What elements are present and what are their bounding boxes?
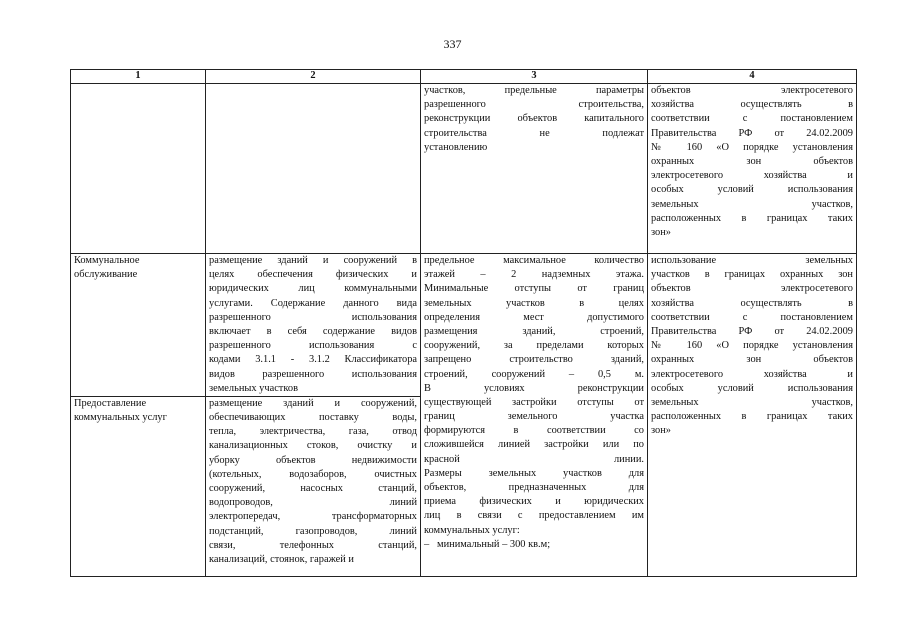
text-line: сложившейся линией застройки или по [424,439,644,451]
text-line: № 160 «О порядке установления [651,340,853,352]
text-line: обеспечивающих поставку воды, [209,412,417,424]
text-line: электросетевого хозяйства и [651,170,853,182]
text-line: (котельных, водозаборов, очистных [209,468,417,480]
text-line: использование земельных [651,255,853,266]
text-line: разрешенного строительства, [424,99,644,111]
dash-bullet: – [424,538,437,550]
text-line: № 160 «О порядке установления [651,141,853,153]
text-line: связи, телефонных станций, [209,539,417,551]
text-line: включает в себя содержание видов [209,325,417,337]
text-line: существующей застройки отступы от [424,396,644,408]
text-line: зон» [651,226,671,238]
text-line: размещения зданий, строений, [424,325,644,337]
text-line: кодами 3.1.1 - 3.1.2 Классификатора [209,354,417,366]
text-line: услугами. Содержание данного вида [209,297,417,309]
table-row [71,84,857,254]
text-line: строений, сооружений – 0,5 м. [424,368,644,380]
text-line: формируются в соответствии со [424,425,644,437]
text-line: видов разрешенного использования [209,368,417,380]
text-line: земельных участков, [651,198,853,210]
text-line: водопроводов, линий [209,497,417,509]
cell-use-description [206,84,421,254]
text-line: Предоставление [74,397,147,409]
cell-restrictions [648,84,857,254]
text-line: земельных участков [209,382,298,394]
text-line: коммунальных услуг: [424,524,520,536]
list-item-text: минимальный – 300 кв.м; [437,538,551,550]
text-line: этажей – 2 надземных этажа. [424,269,644,281]
text-line: установлению [424,141,488,153]
text-line: тепла, электричества, газа, отвод [209,426,417,438]
text-line: расположенных в границах таких [651,212,853,224]
text-line: объектов электросетевого [651,85,853,96]
cell-use-name [71,254,206,397]
cell-use-name [71,396,206,576]
text-line: Минимальные отступы от границ [424,283,644,295]
page-number: 337 [443,37,462,51]
list-item [424,538,644,552]
regulation-table [70,69,857,577]
cell-parameters [421,84,648,254]
text-line: канализаций, стоянок, гаражей и [209,553,354,565]
text-line: объектов электросетевого [651,283,853,295]
text-line: границ земельного участка [424,411,644,423]
text-line: охранных зон объектов [651,354,853,366]
text-line: подстанций, газопроводов, линий [209,525,417,537]
text-line: разрешенного использования с [209,340,417,352]
table-header-row [71,70,857,84]
text-line: целях обеспечения физических и [209,269,417,281]
text-line: сооружений, за пределами которых [424,340,644,352]
text-line: канализационных стоков, очистку и [209,440,417,452]
text-line: особых условий использования [651,184,853,196]
text-line: коммунальных услуг [74,412,167,424]
text-line: зон» [651,425,671,437]
text-line: земельных участков в целях [424,297,644,309]
text-line: приема физических и юридических [424,496,644,508]
text-line: хозяйства осуществлять в [651,297,853,309]
text-line: размещение зданий и сооружений, [209,397,417,409]
text-line: определения мест допустимого [424,311,644,323]
text-line: соответствии с постановлением [651,311,853,323]
cell-use-name [71,84,206,254]
column-header-4: 4 [648,70,857,84]
cell-use-description [206,396,421,576]
text-line: Коммунальное [74,255,140,266]
text-line: Правительства РФ от 24.02.2009 [651,325,853,337]
table-row [71,254,857,397]
column-header-2: 2 [206,70,421,84]
text-line: юридических лиц коммунальными [209,283,417,295]
text-line: участков, предельные параметры [424,85,644,96]
cell-restrictions [648,254,857,577]
cell-use-description [206,254,421,397]
text-line: сооружений, насосных станций, [209,483,417,494]
text-line: уборку объектов недвижимости [209,454,417,466]
text-line: обслуживание [74,269,138,281]
text-line: электросетевого хозяйства и [651,368,853,380]
text-line: запрещено строительство зданий, [424,354,644,366]
text-line: особых условий использования [651,382,853,394]
text-line: электропередач, трансформаторных [209,511,417,523]
text-line: В условиях реконструкции [424,382,644,394]
text-line: соответствии с постановлением [651,113,853,125]
text-line: лиц в связи с предоставлением им [424,510,644,522]
text-line: размещение зданий и сооружений в [209,255,417,266]
text-line: красной линии. [424,453,644,465]
text-line: объектов, предназначенных для [424,482,644,493]
text-line: земельных участков, [651,396,853,408]
text-line: участков в границах охранных зон [651,269,853,281]
text-line: Правительства РФ от 24.02.2009 [651,127,853,139]
text-line: расположенных в границах таких [651,411,853,423]
text-line: реконструкции объектов капитального [424,113,644,125]
text-line: разрешенного использования [209,311,417,323]
text-line: охранных зон объектов [651,155,853,167]
text-line: Размеры земельных участков для [424,467,644,479]
text-line: строительства не подлежат [424,127,644,139]
text-line: предельное максимальное количество [424,255,644,266]
text-line: хозяйства осуществлять в [651,99,853,111]
cell-parameters [421,254,648,577]
column-header-1: 1 [71,70,206,84]
column-header-3: 3 [421,70,648,84]
